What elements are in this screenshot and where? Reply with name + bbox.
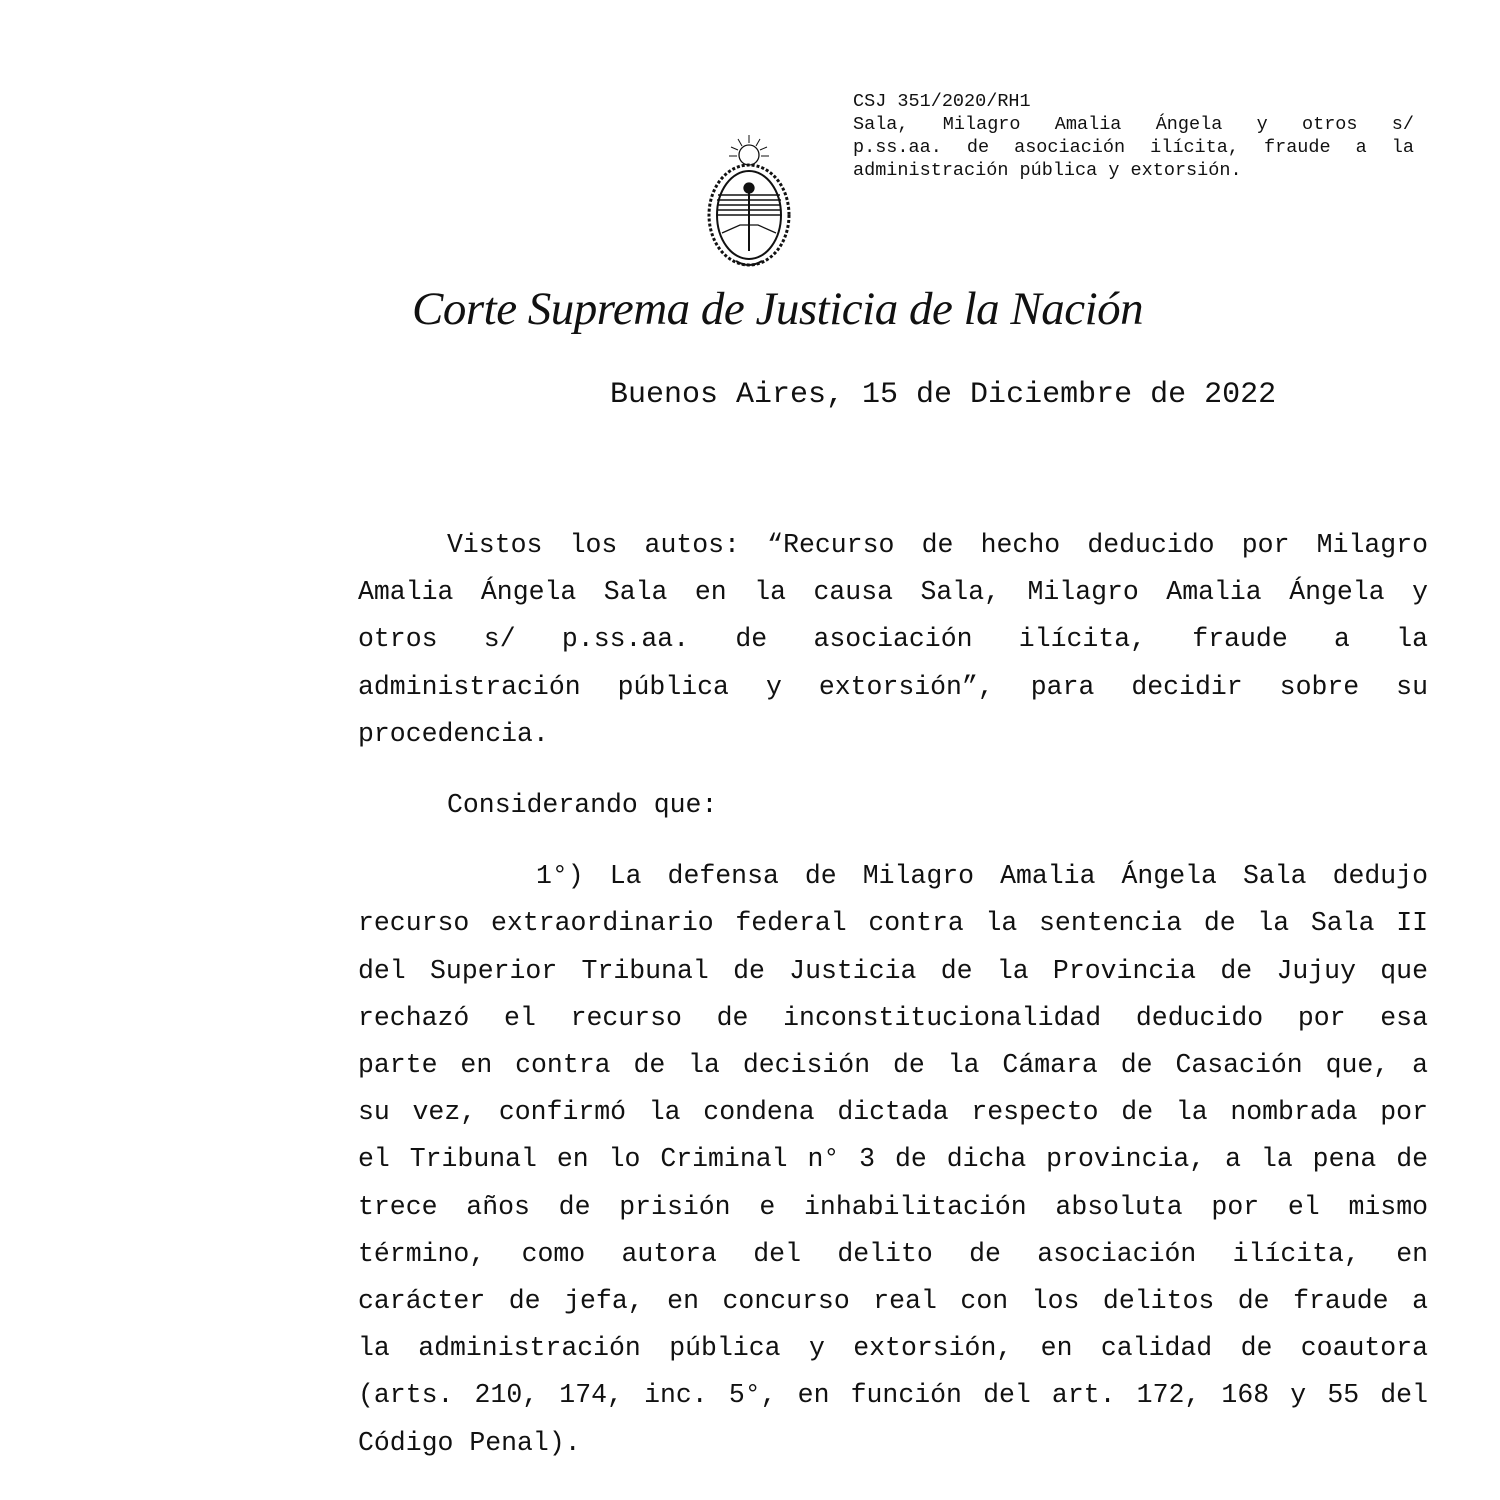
considerando-heading: Considerando que: <box>447 790 718 821</box>
case-id: CSJ 351/2020/RH1 <box>853 91 1031 112</box>
text-line: 1°) La defensa de Milagro Amalia Ángela Sala dedujo <box>536 861 1428 892</box>
text-line: Amalia Ángela Sala en la causa Sala, Milagro Amalia Ángela y <box>358 577 1428 608</box>
text-line: Vistos los autos: “Recurso de hecho deducido por Milagro <box>447 530 1428 560</box>
text-line: término, como autora del delito de asociación ilícita, en <box>358 1238 1428 1269</box>
date-line: Buenos Aires, 15 de Diciembre de 2022 <box>610 378 1277 412</box>
document-body <box>358 522 1428 1467</box>
text-line: procedencia. <box>358 718 549 749</box>
text-line: su vez, confirmó la condena dictada respecto de la nombrada por <box>358 1097 1428 1128</box>
vistos-paragraph <box>358 522 1428 758</box>
point-1-paragraph <box>358 853 1428 1467</box>
text-line: la administración pública y extorsión, en calidad de coautora <box>358 1333 1428 1364</box>
text-line: carácter de jefa, en concurso real con los delitos de fraude a <box>358 1286 1428 1317</box>
case-reference <box>853 90 1414 182</box>
text-line: parte en contra de la decisión de la Cámara de Casación que, a <box>358 1050 1428 1081</box>
court-name: Corte Suprema de Justicia de la Nación <box>412 283 1144 335</box>
text-line: administración pública y extorsión”, para decidir sobre su <box>358 671 1428 702</box>
text-line: otros s/ p.ss.aa. de asociación ilícita, fraude a la <box>358 624 1428 655</box>
text-line: recurso extraordinario federal contra la sentencia de la Sala II <box>358 908 1428 939</box>
case-title-line: administración pública y extorsión. <box>853 160 1242 181</box>
case-title-line: Sala, Milagro Amalia Ángela y otros s/ <box>853 114 1414 135</box>
text-line: del Superior Tribunal de Justicia de la Provincia de Jujuy que <box>358 955 1428 986</box>
text-line: Código Penal). <box>358 1427 581 1458</box>
text-line: trece años de prisión e inhabilitación absoluta por el mismo <box>358 1191 1428 1222</box>
text-line: rechazó el recurso de inconstitucionalidad deducido por esa <box>358 1002 1428 1033</box>
argentina-coat-of-arms-icon <box>700 133 798 273</box>
text-line: (arts. 210, 174, inc. 5°, en función del art. 172, 168 y 55 del <box>358 1380 1428 1411</box>
case-title-line: p.ss.aa. de asociación ilícita, fraude a la <box>853 137 1414 158</box>
text-line: el Tribunal en lo Criminal n° 3 de dicha provincia, a la pena de <box>358 1144 1428 1175</box>
